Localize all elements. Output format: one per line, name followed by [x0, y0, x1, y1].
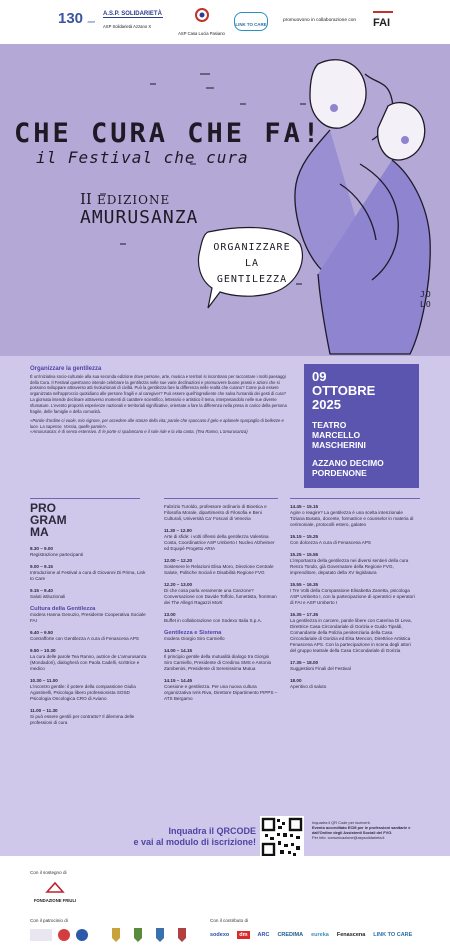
fondazione-icon — [45, 881, 65, 893]
program-column-2 — [164, 504, 278, 708]
edition-name: AMURUSANZA — [80, 207, 199, 228]
venue-line-2: MARCELLO — [312, 430, 361, 440]
venue-line-1: TEATRO — [312, 420, 347, 430]
anniversary-number: 130 — [58, 10, 84, 27]
program-item: 14.00 – 14.15 Il principio gentile della mutualità dialogo tra Giorgio Siro Carniello, Presidente di Credima SMS e Antonio Zambenini, Presidente di Serenissima Mutua — [164, 648, 272, 671]
event-year: 2025 — [312, 397, 341, 412]
city-line-1: AZZANO DECIMO — [312, 458, 384, 468]
footer — [0, 856, 450, 948]
hero-illustration — [0, 44, 450, 356]
venue-line-3: MASCHERINI — [312, 440, 366, 450]
qr-note-2: Evento accreditato ECM per le professioni sanitarie e dall'Ordine degli Assistenti Sociali del FVG. — [312, 825, 411, 835]
qr-note-1: Inquadra il QR Code per iscriverti. — [312, 820, 371, 825]
sponsor-credima: CREDIMA — [277, 932, 304, 938]
intro-quote-1: «Parole d'ordine ci vuole, mio signore, per accedere alle stanze della vita; parole che spaccano il gelo e aplanele sparpaglio di bellezze e luce. La sapesse, Vossia, quelle parole!». — [30, 418, 284, 429]
patronage-logos — [30, 926, 200, 944]
sponsor-row — [210, 928, 440, 942]
sponsor-sodexo: sodexo — [210, 932, 230, 938]
program-item: 16.35 – 17.35 La gentilezza in carcere, parole libere con Caterina Di Leva, Direttrice Casa Circondariale di Gorizia e Guido Tipaldi, Comandante della Polizia penitenziaria della Casa Circondariale di Gorizia ed Elsa Mencon, Direttrice Artistica Fenascena APS. Con la partecipazione in scena degli attori del gruppo teatrale della Casa Circondariale di Gorizia — [290, 612, 412, 653]
program-column-1 — [30, 546, 148, 732]
qr-cta — [128, 826, 256, 848]
link-to-care-logo — [234, 12, 268, 31]
program-item: 11.00 – 11.30 Si può essere gentili per contratto? Il dilemma delle professioni di cura — [30, 708, 135, 725]
asp-solidarieta-logo — [103, 11, 163, 29]
edition-numeral: II — [80, 190, 92, 208]
link-to-care-text: LINK TO CARE — [235, 22, 267, 27]
program-item: 15.25 – 15.55 L'importanza della gentilezza nei diversi sentieri della cura Renzo Tondo, già Governatore della Regione FVG, imprenditore, deputato della XV legislatura — [290, 552, 409, 575]
fondazione-friuli-logo — [30, 880, 80, 903]
anniversary-sub: anni — [87, 19, 96, 24]
anniversary-logo — [58, 10, 95, 28]
contribution-label: Con il contributo di — [210, 918, 249, 923]
program-item: 14.45 – 15.15 Agire o reagire? La gentilezza è una scelta intenzionale Tiziana Busato, docente, formatrice e counselor in materia di cerimoniale, protocolli estero, galateo — [290, 504, 414, 527]
program-item: 9.40 – 9.50 Contrafforte con Gentilezza A cura di Fenascena APS — [30, 630, 139, 641]
intro-quote-2: «Amurusanza: è di senso estensivo. È le porte si spalancano e il sole ride e la vita canta. (Tea Ranno, L'amurusanza) — [30, 429, 248, 435]
program-item: 10.30 – 11.00 L'incontro gentile: il potere della compassione Giulia Agostinelli, Psicologa libero professionista SOSD Psicologia Oncologica CRO di Aviano — [30, 678, 136, 701]
speech-bubble-text: ORGANIZZARE LA GENTILEZZA — [213, 242, 291, 285]
program-item: 8.30 – 9.00 Registrazione partecipanti — [30, 546, 84, 557]
fai-logo — [373, 11, 393, 29]
promo-text: promuovono in collaborazione con — [283, 18, 357, 23]
sponsor-eureka: eureka — [311, 932, 329, 938]
qr-cta-line-1: Inquadra il QRCODE — [168, 826, 256, 836]
program-title-line-2: GRAM — [30, 513, 67, 527]
intro-paragraph-1: È un'iniziativa socio-culturale alla sua seconda edizione dove persone, arte, musica e territori si incontrano per raccontare i molti paesaggi della Cura. Il Festival quest'anno intende celebrare la gentilezza nelle sue varie declinazioni e promuovere buone prassi e azioni che si possono sviluppare attraverso atti rivoluzionari di civiltà. Può la gentilezza fare la differenza nelle realtà che curano? Come può essere organizzata nell'approccio quotidiano alle persone fragili e al caregiver? Può essere quell'ingrediente che salva l'umanità dei gesti di cura? — [30, 374, 286, 396]
section-2-moderator: modera Giorgio Siro Carniello — [164, 636, 225, 641]
patronage-crests-icon — [30, 926, 200, 944]
program-item: 14.15 – 14.45 Coesione e gentilezza. Per una nuova cultura organizzativa Ivris Riva, Direttore Dipartimento PIPPS – ATS Bergamo — [164, 678, 278, 701]
program-item: 11.30 – 12.00 Arte di sfide: i volti riflessi della gentilezza Valentina Costa, Coordinatrice ASP Umberto I Nucleo Alzheimer ed Equipé Progetto ARIA — [164, 528, 275, 551]
section-1-title: Cultura della Gentilezza — [30, 606, 96, 612]
intro-paragraph-2: La giornata intende declinare attraverso momenti di carattere scientifico, letterario e artistico il tema, interpretandolo nelle sue diverse sfumature. L'evento proporrà esperienze nazionali e territoriali significative, orientate a fare la differenza nella presa in carico della persona fragile, delle famiglie e della comunità. — [30, 397, 287, 414]
qr-note-3: Per info: comunicazione@aspsolidarieta.it — [312, 835, 385, 840]
program-rule-2 — [164, 498, 278, 499]
section-1-moderator: modera Hanna Genuzio, Presidente Cooperativa Sociale FAI — [30, 612, 146, 623]
program-item: 12.00 – 12.20 Sostenere le Relazioni Elisa Moro, Direzione Centrale Salute, Politiche Sociali e Disabilità Regione FVG — [164, 558, 274, 575]
program-title-line-1: PRO — [30, 501, 57, 515]
qr-code-icon[interactable] — [260, 816, 304, 858]
program-item: 15.15 – 15.25 Con dolcezza A cura di Fenascena APS — [290, 534, 371, 545]
festival-subtitle: il Festival che cura — [36, 148, 249, 167]
fai-bar — [373, 11, 393, 13]
asp-solidarieta-sub: ASP Solidarietà Azzano X — [103, 24, 152, 29]
qr-cta-line-2: e vai al modulo di iscrizione! — [133, 837, 256, 847]
sponsor-arc: ARC — [257, 932, 270, 938]
asp-casa-lucia-logo — [174, 8, 229, 36]
program-column-3 — [290, 504, 418, 696]
fai-text: FAI — [373, 17, 391, 29]
program-item: 17.35 – 18.00 Suggestioni Finali del Festival — [290, 660, 351, 671]
section-2-title: Gentilezza e Sistema — [164, 630, 222, 636]
city-line-2: PORDENONE — [312, 468, 367, 478]
program-item: 9.00 – 9.15 Introduzione al Festival a cura di Giovanni Di Prima, Link to Care — [30, 564, 146, 581]
casa-lucia-icon — [194, 8, 210, 22]
program-item: 18.00 Aperitivo di saluto — [290, 678, 327, 689]
intro-block — [30, 366, 288, 435]
program-item: 15.55 – 16.35 I Tre Volti della Compassione Elisabetta Zanetta, psicologa ASP Umberto I, con la partecipazione di operatrici e operatori di FAI e ASP Umberto I — [290, 582, 415, 605]
sponsor-fenascena: Fenascena — [336, 932, 366, 938]
artist-signature: JOLO — [420, 290, 432, 309]
header — [0, 0, 450, 44]
edition-label — [80, 189, 170, 208]
program-item: 13.00 Buffet in collaborazione con Sodexo Italia S.p.A. — [164, 612, 262, 623]
program-title — [30, 498, 140, 538]
edition-word: EDIZIONE — [96, 193, 171, 207]
support-label: Con il sostegno di — [30, 870, 67, 875]
patronage-label: Con il patrocinio di — [30, 918, 68, 923]
asp-casa-lucia-sub: ASP Casa Lucia Pasiano — [178, 31, 225, 36]
program-rule-3 — [290, 498, 420, 499]
program-title-line-3: MA — [30, 525, 49, 539]
program-item: 9.50 – 10.30 La cura delle parole Tea Ranno, autrice de L'amurusanza (Mondadori), dialogherà con Paola Cadelli, scrittrice e medico — [30, 648, 147, 671]
content-section — [0, 356, 450, 856]
festival-title: CHE CURA CHE FA! — [14, 118, 323, 149]
fondazione-text: FONDAZIONE FRIULI — [33, 898, 77, 903]
sponsor-dm: dm — [239, 932, 248, 938]
event-date-box — [304, 364, 419, 488]
qr-notes — [312, 820, 422, 840]
intro-heading: Organizzare la gentilezza — [30, 366, 102, 372]
program-item: Fabrizio Turoldo, professore ordinario di Bioetica e Filosofia Morale, dipartimento di Filosofia e Beni Culturali, Università Ca' Foscari di Venezia — [164, 504, 267, 521]
sponsor-link-to-care: LINK TO CARE — [373, 932, 413, 938]
event-day: 09 — [312, 369, 327, 384]
program-item: 12.20 – 13.00 Di che cosa parla veramente una Canzone? Conversazione con Davide Toffolo, fumettista, frontman dei The Allegri Ragazzi Morti — [164, 582, 277, 605]
event-month: OTTOBRE — [312, 383, 376, 398]
program-item: 9.15 – 9.40 Saluti istituzionali — [30, 588, 66, 599]
asp-solidarieta-title: A.S.P. SOLIDARIETÀ — [103, 11, 162, 17]
